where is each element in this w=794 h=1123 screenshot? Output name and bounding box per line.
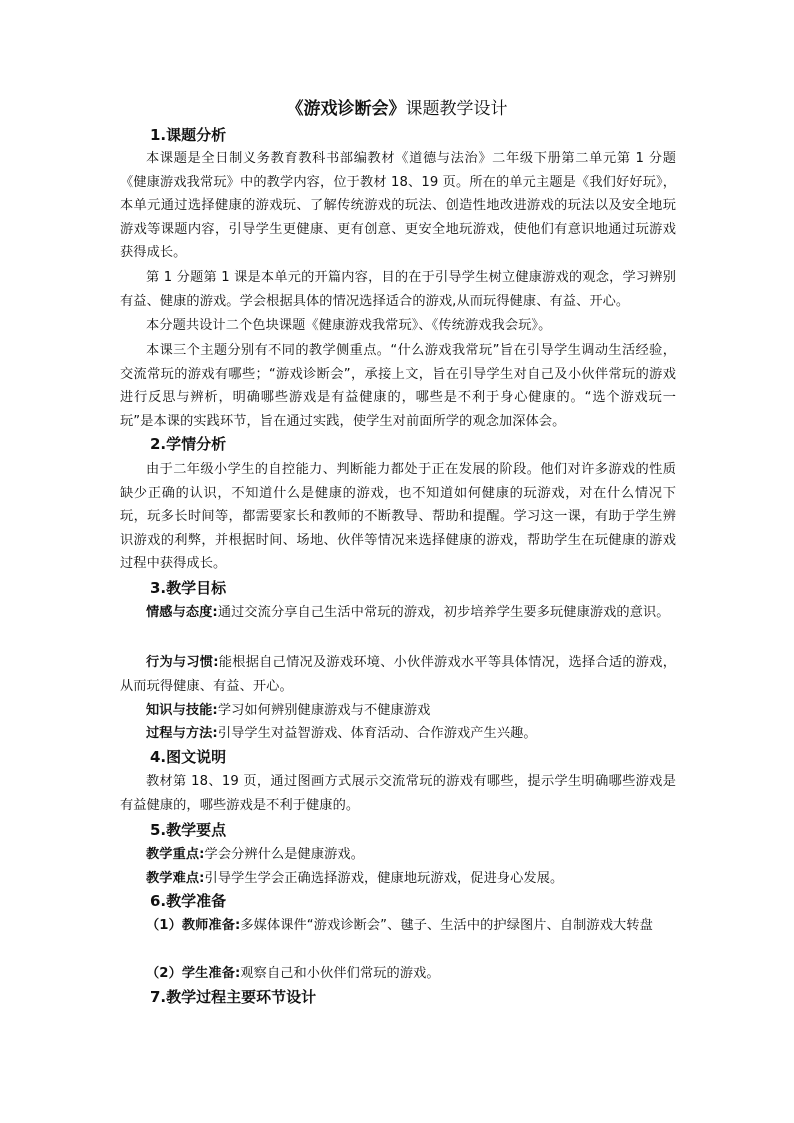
goal-process-label: 过程与方法:: [146, 726, 218, 741]
teacher-preparation-label: （1）教师准备:: [146, 918, 241, 933]
goal-knowledge-text: 学习如何辨别健康游戏与不健康游戏: [217, 703, 431, 718]
key-point-text: 学会分辨什么是健康游戏。: [204, 847, 364, 862]
section-1-paragraph-2: 第 1 分题第 1 课是本单元的开篇内容，目的在于引导学生树立健康游戏的观念，学习辨别有益、健康的游戏。学会根据具体的情况选择适合的游戏,从而玩得健康、有益、开心。: [120, 270, 676, 309]
section-1-paragraph-1: 本课题是全日制义务教育教科书部编教材《道德与法治》二年级下册第二单元第 1 分题《健康游戏我常玩》中的教学内容，位于教材 18、19 页。所在的单元主题是《我们好好玩》，本单元通过选择健康的游戏玩、了解传统游戏的玩法、创造性地改进游戏的玩法以及安全地玩游戏等课题内容，引导学生更健康、更有创意、更安全地玩游戏，使他们有意识地通过玩游戏获得成长。: [120, 151, 676, 260]
section-5-heading: 5.教学要点: [150, 821, 227, 839]
teacher-preparation: [120, 914, 676, 938]
student-preparation-text: 观察自己和小伙伴们常玩的游戏。: [240, 966, 440, 981]
section-6-heading: 6.教学准备: [150, 892, 227, 910]
goal-knowledge: [120, 699, 676, 723]
document-title: [0, 97, 794, 121]
goal-behavior: [120, 651, 676, 698]
section-7-heading: 7.教学过程主要环节设计: [150, 988, 317, 1006]
difficult-point: [120, 867, 676, 891]
student-preparation: [120, 962, 676, 986]
difficult-point-label: 教学难点:: [146, 871, 205, 886]
goal-emotion: [120, 601, 676, 625]
key-point-label: 教学重点:: [146, 847, 205, 862]
title-book-name: 《游戏诊断会》: [286, 99, 406, 119]
goal-process-text: 引导学生对益智游戏、体育活动、合作游戏产生兴趣。: [217, 726, 537, 741]
goal-emotion-label: 情感与态度:: [146, 605, 218, 620]
section-4-heading: 4.图文说明: [150, 748, 227, 766]
difficult-point-text: 引导学生学会正确选择游戏，健康地玩游戏，促进身心发展。: [204, 871, 564, 886]
key-point: [120, 843, 676, 867]
section-2-paragraph-1: 由于二年级小学生的自控能力、判断能力都处于正在发展的阶段。他们对许多游戏的性质缺少正确的认识，不知道什么是健康的游戏，也不知道如何健康的玩游戏，对在什么情况下玩，玩多长时间等，都需要家长和教师的不断教导、帮助和提醒。学习这一课，有助于学生辨识游戏的利弊，并根据时间、场地、伙伴等情况来选择健康的游戏，帮助学生在玩健康的游戏过程中获得成长。: [120, 462, 676, 571]
section-1-paragraph-3: 本分题共设计二个色块课题《健康游戏我常玩》、《传统游戏我会玩》。: [146, 318, 552, 333]
goal-knowledge-label: 知识与技能:: [146, 703, 218, 718]
teacher-preparation-text: 多媒体课件“游戏诊断会”、毽子、生活中的护绿图片、自制游戏大转盘: [240, 918, 653, 933]
goal-behavior-label: 行为与习惯:: [146, 655, 219, 670]
section-2-heading: 2.学情分析: [150, 435, 227, 453]
section-1-heading: 1.课题分析: [150, 126, 227, 144]
goal-process: [120, 722, 676, 746]
section-3-heading: 3.教学目标: [150, 579, 227, 597]
student-preparation-label: （2）学生准备:: [146, 966, 241, 981]
title-rest: 课题教学设计: [405, 99, 508, 119]
section-1-paragraph-4: 本课三个主题分别有不同的教学侧重点。“什么游戏我常玩”旨在引导学生调动生活经验，交流常玩的游戏有哪些；“游戏诊断会”，承接上文，旨在引导学生对自己及小伙伴常玩的游戏进行反思与辨析，明确哪些游戏是有益健康的，哪些是不利于身心健康的。“选个游戏玩一玩”是本课的实践环节，旨在通过实践，使学生对前面所学的观念加深体会。: [120, 343, 676, 429]
goal-emotion-text: 通过交流分享自己生活中常玩的游戏，初步培养学生要多玩健康游戏的意识。: [217, 605, 670, 620]
goal-behavior-text: 能根据自己情况及游戏环境、小伙伴游戏水平等具体情况，选择合适的游戏，从而玩得健康、有益、开心。: [120, 655, 676, 694]
section-4-paragraph-1: 教材第 18、19 页，通过图画方式展示交流常玩的游戏有哪些，提示学生明确哪些游戏是有益健康的，哪些游戏是不利于健康的。: [120, 774, 676, 813]
